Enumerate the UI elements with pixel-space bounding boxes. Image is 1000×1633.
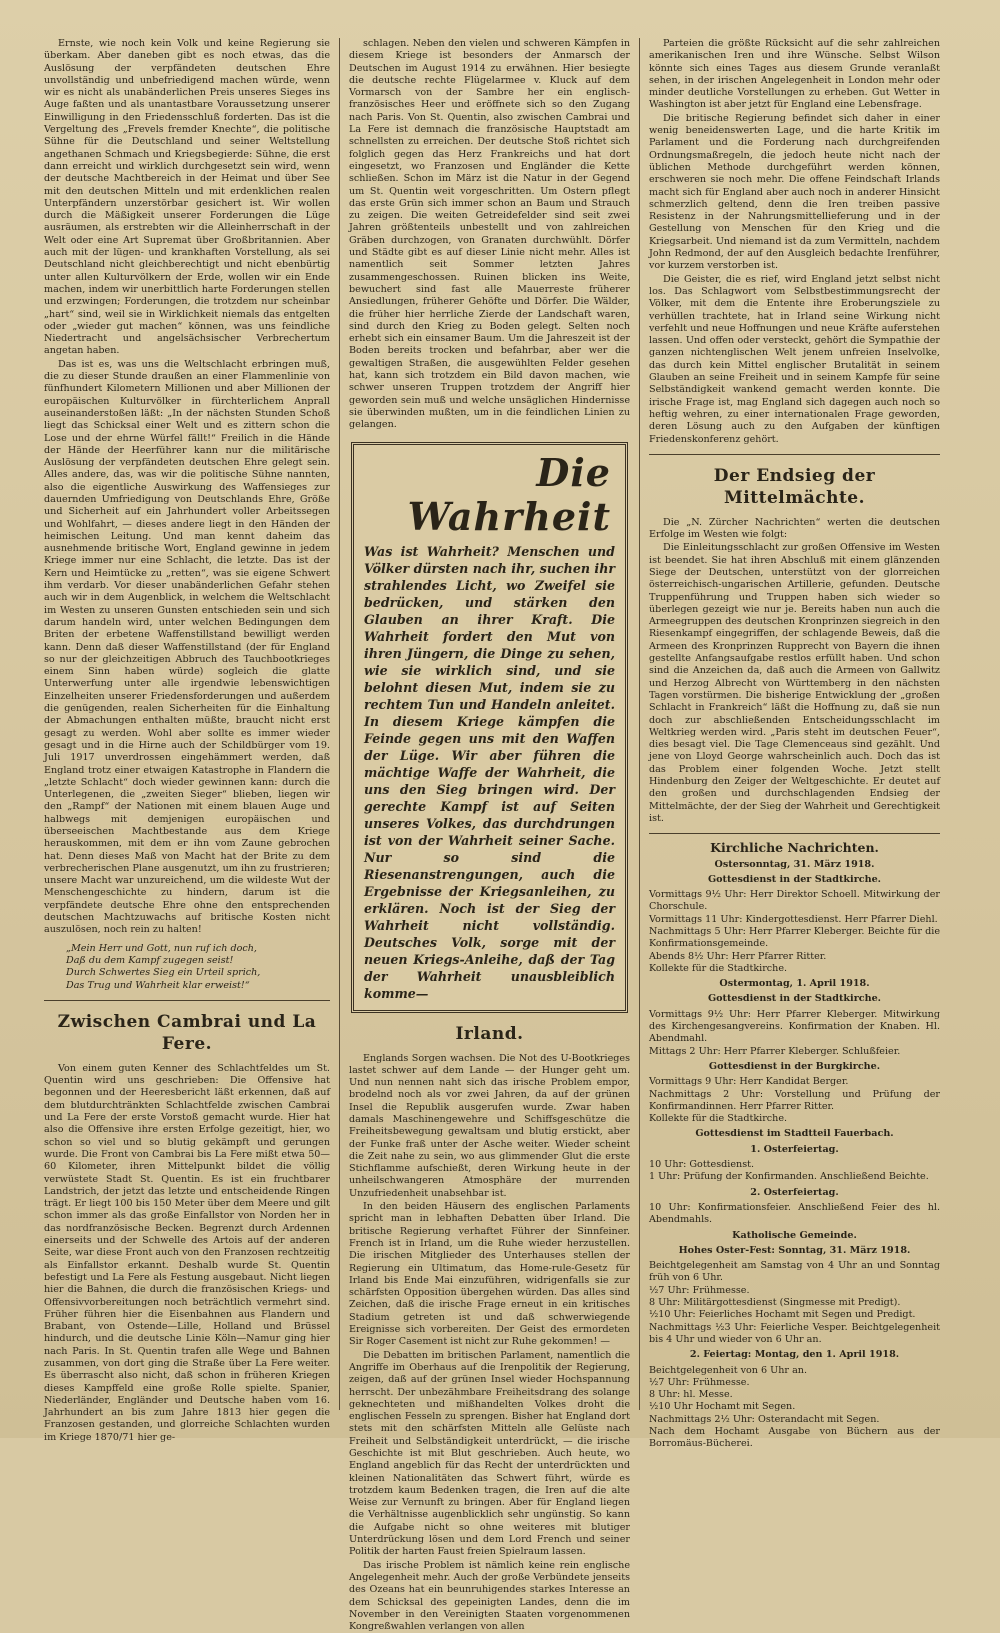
article-continuation xyxy=(44,38,330,937)
church-subheading: 2. Feiertag: Montag, den 1. April 1918. xyxy=(649,1349,940,1361)
verse-line: „Mein Herr und Gott, nun ruf ich doch, xyxy=(66,943,330,955)
church-entry: 10 Uhr: Konfirmationsfeier. Anschließend Feier des hl. Abendmahls. xyxy=(649,1202,940,1227)
paragraph: Das irische Problem ist nämlich keine rein englische Angelegenheit mehr. Auch der große Verbündete jenseits des Ozeans hat ein beunruhigendes starkes Interesse an dem Schicksal des gepeinigten Landes, denn die im November in den Vereinigten Staaten vorgenommenen Kongreßwahlen verlangen von allen xyxy=(349,1560,630,1633)
divider xyxy=(649,833,940,834)
church-entry: Abends 8½ Uhr: Herr Pfarrer Ritter. xyxy=(649,951,940,963)
paragraph: Die britische Regierung befindet sich daher in einer wenig beneidenswerten Lage, und die harte Kritik im Parlament und die Forderung nach durchgreifenden Ordnungsmaßregeln, die jedoch heute nicht nach der üblichen Methode durchgeführt werden können, erschweren sie noch mehr. Die offene Feindschaft Irlands macht sich für England aber auch noch in anderer Hinsicht schmerzlich geltend, denn die Iren treiben passive Resistenz in der Nahrungsmittellieferung und in der Gestellung von Menschen für den Krieg und die Kriegsarbeit. Und niemand ist da zum Vermitteln, nachdem John Redmond, der auf den Ausgleich bedachte Irenführer, vor kurzem verstorben ist. xyxy=(649,113,940,273)
divider xyxy=(44,1000,330,1001)
paragraph: Die „N. Zürcher Nachrichten“ werten die deutschen Erfolge im Westen wie folgt: xyxy=(649,517,940,542)
paragraph: schlagen. Neben den vielen und schweren Kämpfen in diesem Kriege ist besonders der Anmarsch der Deutschen im August 1914 zu erwähnen. Hier besiegte die deutsche rechte Flügelarmee v. Kluck auf dem Vormarsch von der Sambre her ein englisch-französisches Heer und eröffnete sich so den Zugang nach Paris. Von St. Quentin, also zwischen Cambrai und La Fere ist demnach die französische Hauptstadt am schnellsten zu erreichen. Der deutsche Stoß richtet sich folglich gegen das Herz Frankreichs und hat dort eingesetzt, wo Franzosen und Engländer die Kette schließen. Schon im März ist die Natur in der Gegend um St. Quentin weit vorgeschritten. Um Ostern pflegt das erste Grün sich immer schon an Baum und Strauch zu zeigen. Die weiten Getreidefelder sind seit zwei Jahren größtenteils unbestellt und von zahlreichen Gräben durchzogen, von Granaten durchwühlt. Dörfer und Städte gibt es auf dieser Linie nicht mehr. Alles ist namentlich seit Sommer letzten Jahres zusammengeschossen. Ruinen blicken ins Weite, bewuchert sind fast alle Mauerreste früherer Ansiedlungen, früherer Gehöfte und Dörfer. Die Wälder, die früher hier herrliche Zierde der Landschaft waren, sind durch den Krieg zu Boden gelegt. Selten noch erhebt sich ein einsamer Baum. Um die Jahreszeit ist der Boden bereits trocken und befahrbar, aber wer die gewaltigen Straßen, die ausgewühlten Felder gesehen hat, kann sich trotzdem ein Bild davon machen, wie schwer unseren Truppen trotzdem der Angriff hier geworden sein muß und welche unsäglichen Hindernisse sie überwinden mußten, um in die feindlichen Linien zu gelangen. xyxy=(349,38,630,432)
church-entry: ½7 Uhr: Frühmesse. xyxy=(649,1285,940,1297)
church-subheading: Ostermontag, 1. April 1918. xyxy=(649,978,940,990)
church-entry: ½10 Uhr: Feierliches Hochamt mit Segen und Predigt. xyxy=(649,1309,940,1321)
church-news-title: Kirchliche Nachrichten. xyxy=(649,842,940,854)
verse-line: Daß du dem Kampf zugegen seist! xyxy=(66,955,330,967)
church-subheading: Gottesdienst im Stadtteil Fauerbach. xyxy=(649,1128,940,1140)
church-subheading: 2. Osterfeiertag. xyxy=(649,1187,940,1199)
church-entry: ½10 Uhr Hochamt mit Segen. xyxy=(649,1401,940,1413)
paragraph: In den beiden Häusern des englischen Parlaments spricht man in lebhaften Debatten über Irland. Die britische Regierung verhaftet Führer der Sinnfeiner. French ist in Irland, um die Ruhe wieder herzustellen. Die irischen Mitglieder des Unterhauses stellen der Regierung ein Ultimatum, das Home-rule-Gesetz für Irland bis Ende Mai einzuführen, widrigenfalls sie zur schärfsten Opposition übergehen würden. Das alles sind Zeichen, daß die irische Frage erneut in ein kritisches Stadium getreten ist und daß schwerwiegende Ereignisse sich vorbereiten. Der Geist des ermordeten Sir Roger Casement ist nicht zur Ruhe gekommen! — xyxy=(349,1201,630,1349)
ad-body: Was ist Wahrheit? Menschen und Völker dürsten nach ihr, suchen ihr strahlendes Licht, wo Zweifel sie bedrücken, und stärken den Glauben an ihrer Kraft. Die Wahrheit fordert den Mut von ihren Jüngern, die Dinge zu sehen, wie sie wirklich sind, und sie belohnt diesen Mut, indem sie zu rechtem Tun und Handeln anleitet. In diesem Kriege kämpfen die Feinde gegen uns mit den Waffen der Lüge. Wir aber führen die mächtige Waffe der Wahrheit, die uns den Sieg bringen wird. Der gerechte Kampf ist auf Seiten unseres Volkes, das durchdrungen ist von der Wahrheit seiner Sache. Nur so sind die Riesenanstrengungen, auch die Ergebnisse der Kriegsanleihen, zu erklären. Noch ist der Sieg der Wahrheit nicht vollständig. Deutsches Volk, sorge mit der neuen Kriegs-Anleihe, daß der Tag der Wahrheit unausbleiblich komme— xyxy=(364,543,615,1002)
church-entry: Nach dem Hochamt Ausgabe von Büchern aus der Borromäus-Bücherei. xyxy=(649,1426,940,1451)
church-entry: Vormittags 9½ Uhr: Herr Direktor Schoell. Mitwirkung der Chorschule. xyxy=(649,889,940,914)
church-entry: 1 Uhr: Prüfung der Konfirmanden. Anschließend Beichte. xyxy=(649,1171,940,1183)
church-entry: Nachmittags ½3 Uhr: Feierliche Vesper. Beichtgelegenheit bis 4 Uhr und wieder von 6 Uhr an. xyxy=(649,1322,940,1347)
column-1 xyxy=(44,38,340,1410)
church-entry: 8 Uhr: Militärgottesdienst (Singmesse mit Predigt). xyxy=(649,1297,940,1309)
column-2 xyxy=(340,38,640,1410)
church-entry: Kollekte für die Stadtkirche. xyxy=(649,963,940,975)
church-entry: 8 Uhr: hl. Messe. xyxy=(649,1389,940,1401)
church-entry: Kollekte für die Stadtkirche. xyxy=(649,1113,940,1125)
paragraph: Die Einleitungsschlacht zur großen Offensive im Westen ist beendet. Sie hat ihren Abschluß mit einem glänzenden Siege der Deutschen, unterstützt von der glorreichen österreichisch-ungarischen Artillerie, gefunden. Deutsche Truppenführung und Truppen haben sich wieder so überlegen gezeigt wie nur je. Bereits haben nun auch die Armeegruppen des deutschen Kronprinzen siegreich in den Riesenkampf eingegriffen, der schlagende Beweis, daß die Armeen des Kronprinzen Rupprecht von Bayern die ihnen gestellte Anfangsaufgabe restlos erfüllt haben. Und schon sind die Anzeichen da, daß auch die Armeen von Gallwitz und Herzog Albrecht von Württemberg in den nächsten Tagen vorstürmen. Die bisherige Entwicklung der „großen Schlacht in Frankreich“ läßt die Hoffnung zu, daß sie nun doch zur abschließenden Entscheidungsschlacht im Weltkrieg werden wird. „Paris steht im deutschen Feuer“, dies besagt viel. Die Tage Clemenceaus sind gezählt. Und jene von Lloyd George wahrscheinlich auch. Doch das ist das Problem einer folgenden Woche. Jetzt stellt Hindenburg den Zeiger der Weltgeschichte. Er deutet auf den großen und durchschlagenden Endsieg der Mittelmächte, der der Sieg der Wahrheit und Gerechtigkeit ist. xyxy=(649,542,940,825)
poem-verse xyxy=(66,943,330,992)
church-entry: Nachmittags 2½ Uhr: Osterandacht mit Segen. xyxy=(649,1414,940,1426)
article-cambrai xyxy=(44,1063,330,1444)
church-entry: Vormittags 9 Uhr: Herr Kandidat Berger. xyxy=(649,1076,940,1088)
church-subheading: Ostersonntag, 31. März 1918. xyxy=(649,859,940,871)
paragraph: Von einem guten Kenner des Schlachtfeldes um St. Quentin wird uns geschrieben: Die Offensive hat begonnen und der Heeresbericht läßt erkennen, daß auf dem blutdurchtränkten Schlachtfelde zwischen Cambrai und La Fere der erste Vorstoß gemacht wurde. Hier hat also die Offensive ihre ersten Erfolge gezeitigt, hier, wo schon so viel und so blutig gekämpft und gerungen wurde. Die Front von Cambrai bis La Fere mißt etwa 50—60 Kilometer, ihren Mittelpunkt bildet die völlig verwüstete Stadt St. Quentin. Es ist ein fruchtbarer Landstrich, der jetzt das letzte und entscheidende Ringen trägt. Er liegt 100 bis 150 Meter über dem Meere und gilt schon immer als das große Einfallstor von Norden her in das nordfranzösische Becken. Begrenzt durch Ardennen einerseits und der Schwelle des Artois auf der anderen Seite, war diese Front auch von den Franzosen rechtzeitig als Einfallstor erkannt. Deshalb wurde St. Quentin befestigt und La Fere als Festung ausgebaut. Nicht liegen hier die Bahnen, die durch die französischen Kriegs- und Offensivvorbereitungen noch beträchtlich vermehrt sind. Früher führen hier die Eisenbahnen aus Flandern und Brabant, von Ostende—Lille, Holland und Brüssel hindurch, und die deutsche Linie Köln—Namur ging hier nach Paris. In St. Quentin trafen alle Wege und Bahnen zusammen, von dort ging die Straße über La Fere weiter. Es überrascht also nicht, daß schon in früheren Kriegen dieses Kampffeld eine große Rolle spielte. Spanier, Niederländer, Engländer und Deutsche haben vom 16. Jahrhundert an bis zum Jahre 1813 hier gegen die Franzosen gestanden, und glorreiche Schlachten wurden im Kriege 1870/71 hier ge- xyxy=(44,1063,330,1444)
divider xyxy=(649,454,940,455)
church-entry: Nachmittags 5 Uhr: Herr Pfarrer Kleberger. Beichte für die Konfirmationsgemeinde. xyxy=(649,926,940,951)
column-3 xyxy=(640,38,940,1410)
church-subheading: 1. Osterfeiertag. xyxy=(649,1144,940,1156)
church-entry: ½7 Uhr: Frühmesse. xyxy=(649,1377,940,1389)
church-subheading: Katholische Gemeinde. xyxy=(649,1230,940,1242)
church-subheading: Hohes Oster-Fest: Sonntag, 31. März 1918. xyxy=(649,1245,940,1257)
paragraph: Das ist es, was uns die Weltschlacht erbringen muß, die zu dieser Stunde draußen an einer Flammenlinie von fünfhundert Kilometern Millionen und aber Millionen der europäischen Kulturvölker in fürchterlichem Anprall auseinanderstoßen läßt: „In der nächsten Stunden Schoß liegt das Schicksal einer Welt und es zittern schon die Lose und der ehrne Würfel fällt!“ Freilich in die Hände der Hände der Heerführer kann nur die militärische Auslösung der verpfändeten deutschen Ehre gelegt sein. Alles andere, das, was wir die politische Sühne nannten, also die eigentliche Auswirkung des Waffensieges zur dauernden Umfriedigung von Deutschlands Ehre, Größe und Sicherheit auf ein Jahrhundert voller Arbeitssegen und Wohlfahrt, — dieses andere liegt in den Händen der heimischen Leitung. Und man kennt daheim das ausnehmende britische Wort, England gewinne in jedem Kriege immer nur eine Schlacht, die letzte. Das ist der Kern und Heimtücke zu „retten“, was sie eigene Schwert ihm verdarb. Vor dieser unabänderlichen Gefahr stehen auch wir in dem Augenblick, in welchem die Weltschlacht im Westen zu unseren Gunsten entschieden sein und sich darum handeln wird, unter welchen Bedingungen dem Briten der erbetene Waffenstillstand bewilligt werden kann. Denn daß dieser Waffenstillstand (der für England so nur der gleichzeitigen Abbruch des Tauchbootkrieges einem Sinn haben würde) sogleich die glatte Unterwerfung unter alle irgendwie lebenswichtigen Einzelheiten unserer Friedensforderungen und außerdem die genügenden, realen Sicherheiten für die Einhaltung der Abmachungen enthalten müßte, braucht nicht erst gesagt zu werden. Wohl aber sollte es immer wieder gesagt und in die Hirne auch der Schildbürger vom 19. Juli 1917 unverdrossen eingehämmert werden, daß England trotz einer etwaigen Katastrophe in Flandern die „letzte Schlacht“ doch wieder gewinnen kann: durch die Unterlegenen, die „zweiten Sieger“ blieben, liegen wir den „Rampf“ der Nationen mit einem blauen Auge und halbwegs mit demjenigen europäischen und überseeischen Machtbestande aus dem Kriege herauskommen, mit dem er ihn vom Zaune gebrochen hat. Denn dieses Maß von Macht hat der Brite zu dem verbrecherischen Plane ausgenutzt, um ihn zu frustrieren; unsere Macht war unzureichend, um die wildeste Wut der Menschengeschichte zu hindern, darum ist die verpfändete deutsche Ehre ohne den entsprechenden deutschen Machtzuwachs auf britische Kosten nicht auszulösen, noch rein zu halten! xyxy=(44,359,330,937)
verse-line: Das Trug und Wahrheit klar erweist!“ xyxy=(66,980,330,992)
article-cambrai-continuation xyxy=(349,38,630,432)
paragraph: Die Debatten im britischen Parlament, namentlich die Angriffe im Oberhaus auf die Irenpolitik der Regierung, zeigen, daß auf der grünen Insel wieder Hochspannung herrscht. Der unbezähmbare Freiheitsdrang des solange geknechteten und mißhandelten Volkes droht die englischen Fesseln zu sprengen. Bisher hat England dort stets mit den schärfsten Mitteln alle Gelüste nach Freiheit und Selbständigkeit unterdrückt, — die irische Geschichte ist mit Blut geschrieben. Auch heute, wo England angeblich für das Recht der unterdrückten und kleinen Nationalitäten das Schwert führt, würde es trotzdem kaum Bedenken tragen, die Iren auf die alte Weise zur Vernunft zu bringen. Aber für England liegen die Verhältnisse augenblicklich sehr ungünstig. So kann die Aufgabe nicht so ohne weiteres mit blutiger Unterdrückung lösen und dem Lord French und seiner Politik der harten Faust freien Spielraum lassen. xyxy=(349,1350,630,1559)
paragraph: Englands Sorgen wachsen. Die Not des U-Bootkrieges lastet schwer auf dem Lande — der Hunger geht um. Und nun nennen naht sich das irische Problem empor, brodelnd noch als vor zwei Jahren, da auf der grünen Insel die Republik ausgerufen wurde. Zwar haben damals Maschinengewehre und Schiffsgeschütze die Freiheitsbewegung gewaltsam und blutig erstickt, aber der Funke fraß unter der Asche weiter. Wieder scheint die Zeit nahe zu sein, wo aus glimmender Glut die erste Stichflamme aufschießt, deren Wirkung heute in der unheilschwangeren Atmosphäre der murrenden Unzufriedenheit unabsehbar ist. xyxy=(349,1053,630,1201)
church-entry: 10 Uhr: Gottesdienst. xyxy=(649,1159,940,1171)
church-subheading: Gottesdienst in der Stadtkirche. xyxy=(649,874,940,886)
church-entry: Beichtgelegenheit von 6 Uhr an. xyxy=(649,1365,940,1377)
church-subheading: Gottesdienst in der Burgkirche. xyxy=(649,1061,940,1073)
church-entry: Vormittags 11 Uhr: Kindergottesdienst. Herr Pfarrer Diehl. xyxy=(649,914,940,926)
article-irland xyxy=(349,1053,630,1633)
church-entry: Mittags 2 Uhr: Herr Pfarrer Kleberger. Schlußfeier. xyxy=(649,1046,940,1058)
headline-irland: Irland. xyxy=(349,1023,630,1045)
church-entry: Beichtgelegenheit am Samstag von 4 Uhr an und Sonntag früh von 6 Uhr. xyxy=(649,1260,940,1285)
ad-title: Die Wahrheit xyxy=(364,451,611,539)
church-news xyxy=(649,859,940,1451)
article-endsieg xyxy=(649,517,940,825)
headline-endsieg: Der Endsieg der Mittelmächte. xyxy=(649,465,940,509)
paragraph: Ernste, wie noch kein Volk und keine Regierung sie überkam. Aber daneben gibt es noch etwas, das die Auslösung der verpfändeten deutschen Ehre unvollständig und unbefriedigend machen würde, wenn wir es nicht als unabänderlichen Preis unseres Sieges ins Auge faßten und als unantastbare Voraussetzung unserer Einwilligung in den Friedensschluß forderten. Das ist die Vergeltung des „Frevels fremder Knechte“, die politische Sühne für die Deutschland und seiner Weltstellung angethanen Schmach und Kriegsbegierde: Sühne, die erst dann erreicht und wirklich durchgesetzt sein wird, wenn der deutsche Machtbereich in der Heimat und über See mit den deutschen Mitteln und mit erdenklichen realen Unterpfändern unzerstörbar gesichert ist. Wir wollen durch die Mäßigkeit unserer Forderungen die Lüge ausräumen, als erstrebten wir die Alleinherrschaft in der Welt oder eine Art Supremat über Großbritannien. Aber auch mit der lügen- und krankhaften Vorstellung, als sei Deutschland nicht gleichberechtigt und nicht ebenbürtig unter allen Kulturvölkern der Erde, wollen wir ein Ende machen, indem wir unerbittlich harte Forderungen stellen und erzwingen; Forderungen, die trotzdem nur scheinbar „hart“ sind, weil sie in Wirklichkeit niemals das entgelten oder „wieder gut machen“ können, was uns feindliche Niedertracht und angelsächsischer Verbrechertum angetan haben. xyxy=(44,38,330,358)
church-entry: Vormittags 9½ Uhr: Herr Pfarrer Kleberger. Mitwirkung des Kirchengesangvereins. Konfirmation der Knaben. Hl. Abendmahl. xyxy=(649,1009,940,1046)
church-subheading: Gottesdienst in der Stadtkirche. xyxy=(649,993,940,1005)
headline-cambrai: Zwischen Cambrai und La Fere. xyxy=(44,1011,330,1055)
article-irland-continuation xyxy=(649,38,940,446)
paragraph: Die Geister, die es rief, wird England jetzt selbst nicht los. Das Schlagwort vom Selbstbestimmungsrecht der Völker, mit dem die Entente ihre Eroberungsziele zu verhüllen trachtete, hat in Irland seine Wirkung nicht verfehlt und neue Hoffnungen und neue Kräfte auferstehen lassen. Und offen oder versteckt, gehört die Sympathie der ganzen nichtenglischen Welt jenem unfreien Inselvolke, das durch kein Mittel englischer Brutalität in seinem Glauben an seine Freiheit und in seinem Kampfe für seine Selbständigkeit wankend gemacht werden konnte. Die irische Frage ist, mag England sich dagegen auch noch so heftig wehren, zu einer internationalen Frage geworden, deren Lösung auch zu den Aufgaben der künftigen Friedenskonferenz gehört. xyxy=(649,274,940,446)
war-loan-advertisement xyxy=(351,442,628,1013)
verse-line: Durch Schwertes Sieg ein Urteil sprich, xyxy=(66,967,330,979)
church-entry: Nachmittags 2 Uhr: Vorstellung und Prüfung der Konfirmandinnen. Herr Pfarrer Ritter. xyxy=(649,1089,940,1114)
paragraph: Parteien die größte Rücksicht auf die sehr zahlreichen amerikanischen Iren und ihre Wünsche. Selbst Wilson könnte sich eines Tages aus diesem Grunde veranlaßt sehen, in der irischen Angelegenheit in London mehr oder minder deutliche Vorstellungen zu erheben. Gut Wetter in Washington ist aber jetzt für England eine Lebensfrage. xyxy=(649,38,940,112)
